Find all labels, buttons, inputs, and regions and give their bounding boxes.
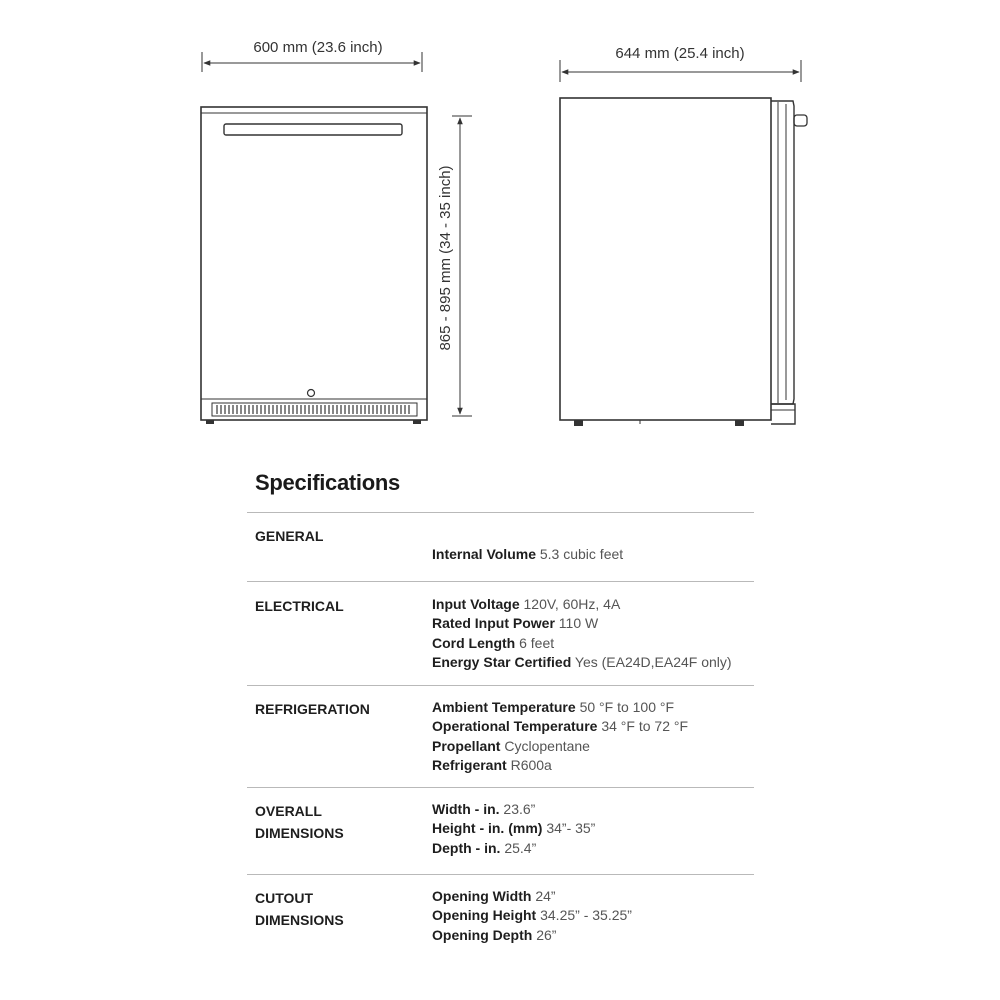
spec-row: Propellant Cyclopentane	[432, 737, 590, 754]
front-cabinet-outline	[201, 107, 427, 420]
section-label: GENERAL	[255, 528, 324, 544]
divider	[247, 512, 754, 513]
spec-row: Opening Depth 26”	[432, 926, 557, 943]
spec-row: Operational Temperature 34 °F to 72 °F	[432, 718, 689, 735]
section-label: ELECTRICAL	[255, 598, 344, 614]
lock-icon	[308, 390, 315, 397]
divider	[247, 787, 754, 788]
spec-row: Internal Volume 5.3 cubic feet	[432, 546, 624, 562]
spec-row: Width - in. 23.6”	[432, 801, 536, 817]
front-vent-grille	[212, 403, 417, 416]
divider	[247, 581, 754, 582]
dimension-drawing	[0, 0, 1000, 450]
side-cabinet-outline	[560, 98, 771, 420]
spec-row: Height - in. (mm) 34”- 35”	[432, 820, 596, 837]
spec-row: Refrigerant R600a	[432, 756, 552, 773]
spec-row: Opening Height 34.25” - 35.25”	[432, 907, 632, 924]
divider	[247, 685, 754, 686]
spec-row: Cord Length 6 feet	[432, 634, 555, 651]
spec-row: Energy Star Certified Yes (EA24D,EA24F only)	[432, 653, 732, 670]
front-height-label: 865 - 895 mm (34 - 35 inch)	[437, 165, 454, 351]
side-handle-knob	[794, 115, 807, 126]
section-label: OVERALL DIMENSIONS	[255, 803, 344, 841]
spec-row: Ambient Temperature 50 °F to 100 °F	[432, 699, 675, 715]
spec-row: Opening Width 24”	[432, 888, 556, 904]
divider	[247, 874, 754, 875]
spec-row: Input Voltage 120V, 60Hz, 4A	[432, 596, 621, 612]
spec-row: Depth - in. 25.4”	[432, 839, 537, 856]
spec-row: Rated Input Power 110 W	[432, 615, 599, 632]
front-view	[201, 52, 472, 424]
section-label: CUTOUT DIMENSIONS	[255, 890, 344, 928]
side-depth-label: 644 mm (25.4 inch)	[615, 45, 745, 62]
front-width-label: 600 mm (23.6 inch)	[253, 39, 383, 56]
section-label: REFRIGERATION	[255, 701, 370, 717]
side-view	[560, 60, 807, 426]
front-door-handle	[224, 124, 402, 135]
specifications-title: Specifications	[255, 470, 400, 495]
